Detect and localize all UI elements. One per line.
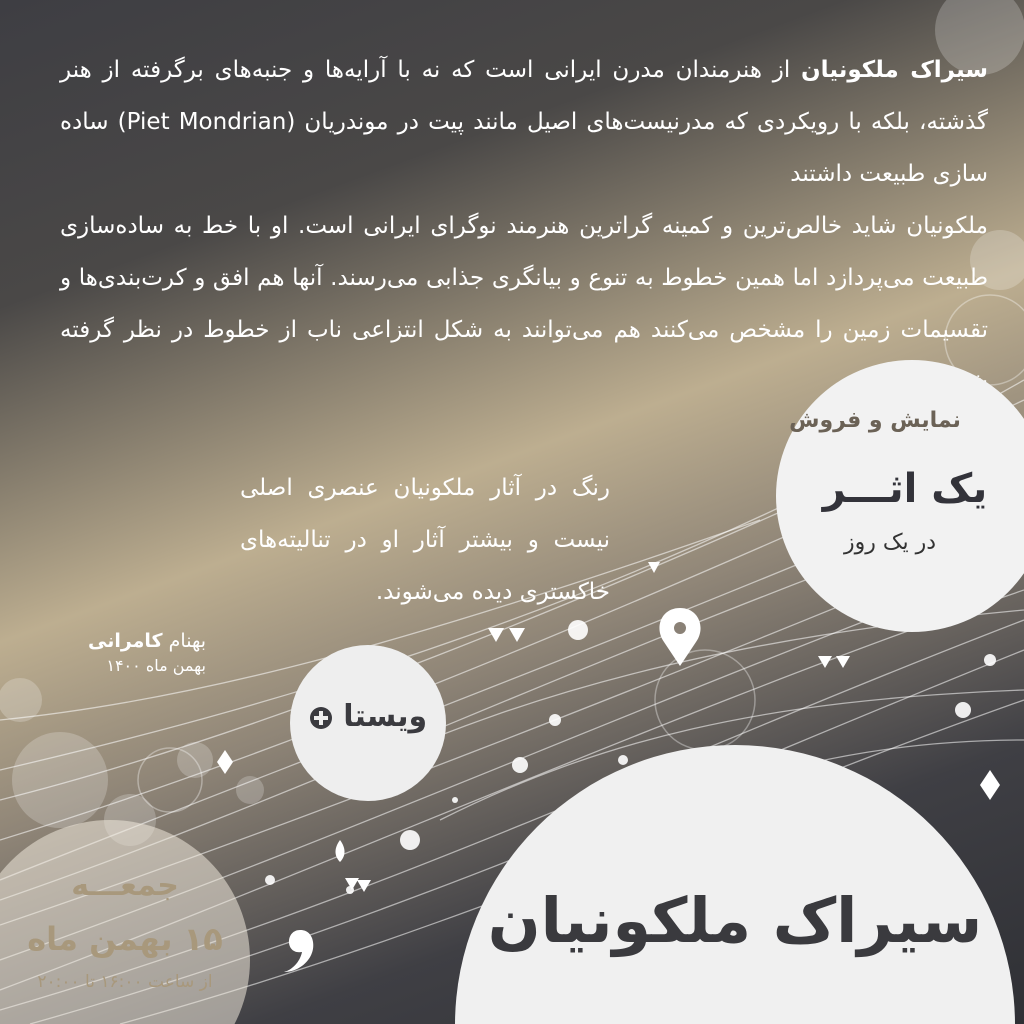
exhibition-label: نمایش و فروش bbox=[789, 408, 961, 433]
article-paragraph-1-text: از هنرمندان مدرن ایرانی است که نه با آرایه‌ها و جنبه‌های برگرفته از هنر گذشته، بلکه با رویکردی که مدرنیست‌های اصیل مانند پیت در موندریان (Piet Mondrian) ساده سازی طبیعت داشتند bbox=[60, 57, 988, 187]
brand-logo-text: ویستا bbox=[343, 699, 428, 734]
article-paragraph-1 bbox=[60, 44, 988, 200]
author-first-name: بهنام bbox=[168, 630, 206, 652]
author-date: بهمن ماه ۱۴۰۰ bbox=[106, 656, 206, 675]
author-last-name: کامرانی bbox=[87, 630, 163, 652]
plus-circle-icon bbox=[309, 706, 333, 730]
article-paragraph-2: ملکونیان شاید خالص‌ترین و کمینه گراترین هنرمند نوگرای ایرانی است. او با خط به ساده‌سازی طبیعت می‌پردازد اما همین خطوط به تنوع و بیانگری جذابی می‌رسند. آنها هم افق و کرت‌بندی‌ها و تقسیمات زمین را مشخص می‌کنند هم می‌توانند به شکل انتزاعی ناب از خطوط در نظر گرفته bbox=[60, 213, 988, 343]
brand-logo bbox=[290, 699, 446, 734]
author-name bbox=[88, 630, 206, 652]
event-date: ۱۵ بهمن ماه bbox=[27, 920, 223, 958]
article-paragraph-3: رنگ در آثار ملکونیان عنصری اصلی نیست و بیشتر آثار او در تنالیته‌های خاکستری دیده می‌شوند. bbox=[240, 475, 610, 605]
author-signature bbox=[88, 630, 206, 675]
event-time: از ساعت ۱۶:۰۰ تا ۲۰:۰۰ bbox=[37, 972, 213, 992]
artist-title: سیراک ملکونیان bbox=[487, 884, 983, 957]
exhibition-subtitle: در یک روز bbox=[843, 530, 937, 555]
exhibition-headline: یک اثـــر bbox=[822, 466, 988, 512]
artist-name-highlight: سیراک ملکونیان bbox=[801, 57, 988, 83]
event-day: جمعـــه bbox=[71, 868, 179, 903]
